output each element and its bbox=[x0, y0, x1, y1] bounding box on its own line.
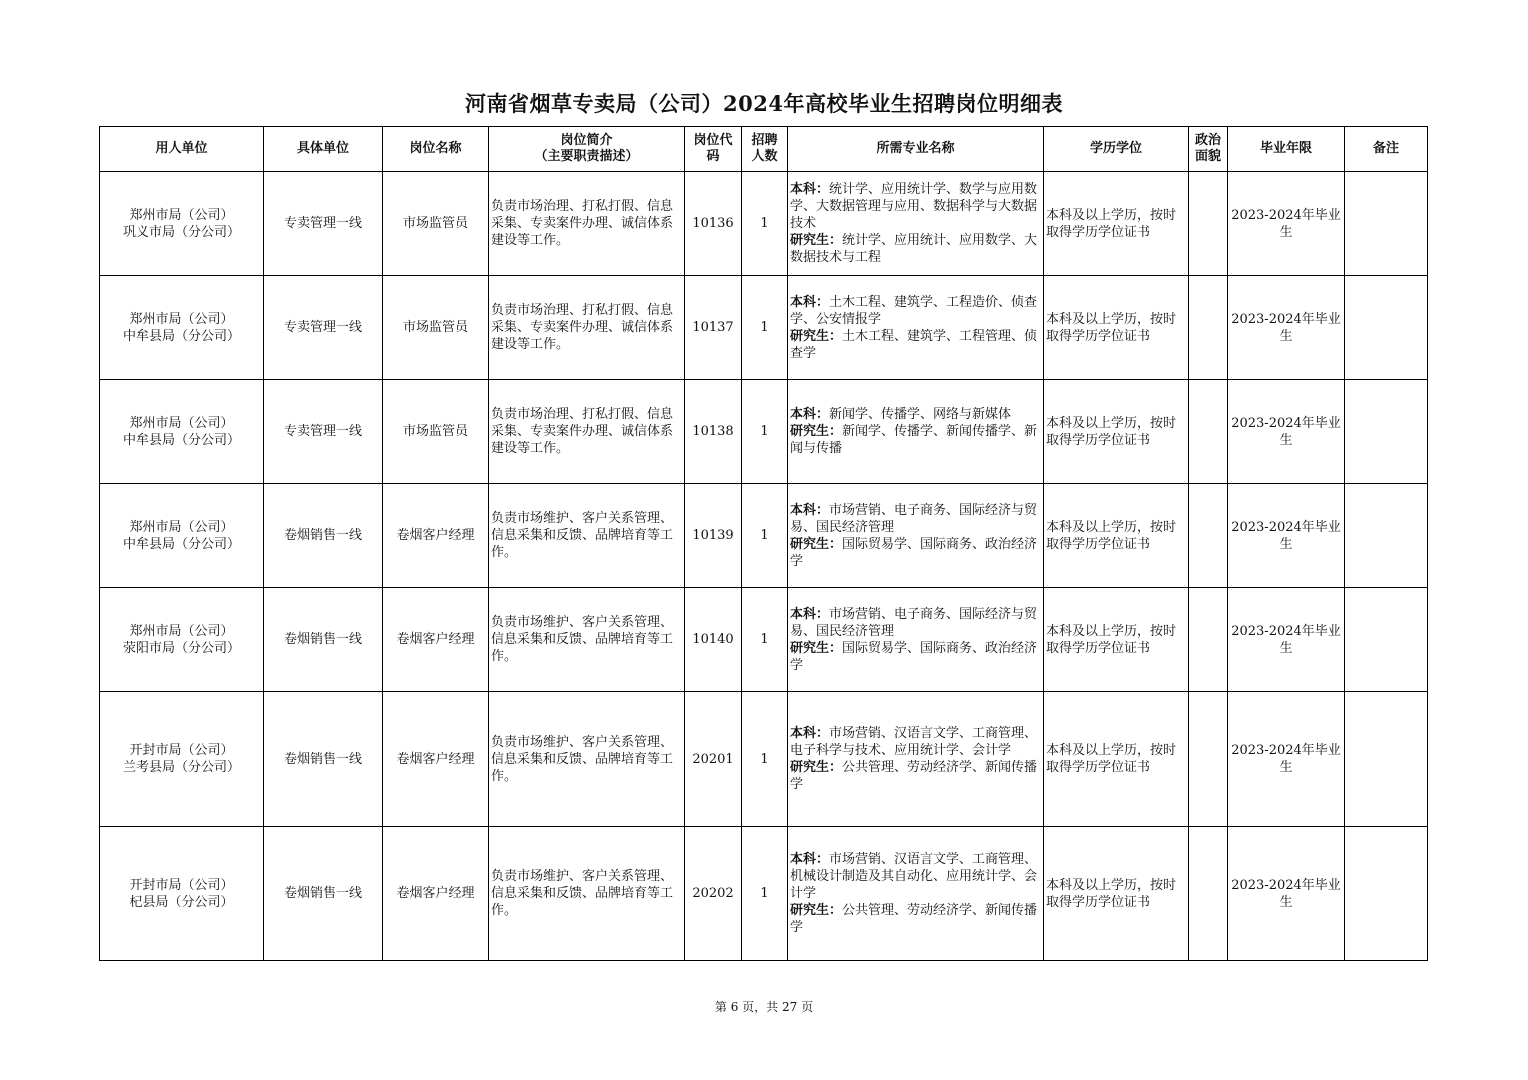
cell-remarks bbox=[1345, 276, 1428, 380]
undergrad-label: 本科： bbox=[790, 852, 830, 867]
undergrad-majors: 市场营销、汉语言文学、工商管理、电子科学与技术、应用统计学、会计学 bbox=[790, 726, 1038, 758]
postgrad-label: 研究生： bbox=[790, 640, 843, 656]
table-row bbox=[100, 380, 1428, 484]
employer-line1: 郑州市局（公司） bbox=[129, 519, 234, 535]
header-code-line2: 码 bbox=[706, 149, 720, 164]
cell-count: 1 bbox=[742, 380, 788, 484]
table-row bbox=[100, 276, 1428, 380]
cell-description: 负责市场治理、打私打假、信息采集、专卖案件办理、诚信体系建设等工作。 bbox=[489, 276, 685, 380]
cell-remarks bbox=[1345, 172, 1428, 276]
cell-employer bbox=[100, 172, 264, 276]
table-header-row bbox=[100, 127, 1428, 172]
header-political bbox=[1189, 127, 1228, 172]
cell-position: 卷烟客户经理 bbox=[383, 827, 489, 961]
header-count-line1: 招聘 bbox=[751, 133, 778, 148]
page-footer: 第 6 页，共 27 页 bbox=[714, 1000, 814, 1014]
header-code-line1: 岗位代 bbox=[693, 133, 733, 148]
undergrad-majors: 市场营销、电子商务、国际经济与贸易、国民经济管理 bbox=[790, 606, 1038, 639]
employer-line2: 荥阳市局（分公司） bbox=[122, 640, 240, 656]
cell-description: 负责市场治理、打私打假、信息采集、专卖案件办理、诚信体系建设等工作。 bbox=[489, 380, 685, 484]
header-political-line2: 面貌 bbox=[1194, 149, 1221, 164]
cell-unit: 卷烟销售一线 bbox=[264, 484, 383, 588]
postgrad-majors: 土木工程、建筑学、工程管理、侦查学 bbox=[790, 328, 1038, 361]
undergrad-label: 本科： bbox=[790, 294, 830, 310]
header-education: 学历学位 bbox=[1044, 127, 1189, 172]
cell-count: 1 bbox=[742, 172, 788, 276]
cell-description: 负责市场维护、客户关系管理、信息采集和反馈、品牌培育等工作。 bbox=[489, 588, 685, 692]
employer-line2: 中牟县局（分公司） bbox=[122, 432, 240, 448]
postgrad-majors: 公共管理、劳动经济学、新闻传播学 bbox=[790, 903, 1038, 935]
cell-description: 负责市场维护、客户关系管理、信息采集和反馈、品牌培育等工作。 bbox=[489, 692, 685, 827]
postgrad-label: 研究生： bbox=[790, 233, 843, 248]
employer-line2: 巩义市局（分公司） bbox=[122, 224, 240, 240]
cell-position: 卷烟客户经理 bbox=[383, 484, 489, 588]
header-description bbox=[489, 127, 685, 172]
cell-majors bbox=[788, 588, 1044, 692]
cell-code: 20201 bbox=[685, 692, 742, 827]
header-employer: 用人单位 bbox=[100, 127, 264, 172]
postgrad-majors: 国际贸易学、国际商务、政治经济学 bbox=[790, 536, 1038, 569]
undergrad-majors: 市场营销、电子商务、国际经济与贸易、国民经济管理 bbox=[790, 502, 1038, 535]
cell-graduation: 2023-2024年毕业生 bbox=[1228, 588, 1345, 692]
cell-count: 1 bbox=[742, 276, 788, 380]
employer-line1: 郑州市局（公司） bbox=[129, 207, 234, 223]
cell-education: 本科及以上学历，按时取得学历学位证书 bbox=[1044, 692, 1189, 827]
cell-political bbox=[1189, 827, 1228, 961]
header-count-line2: 人数 bbox=[751, 149, 778, 164]
cell-remarks bbox=[1345, 380, 1428, 484]
undergrad-majors: 市场营销、汉语言文学、工商管理、机械设计制造及其自动化、应用统计学、会计学 bbox=[790, 852, 1038, 901]
cell-position: 市场监管员 bbox=[383, 380, 489, 484]
cell-education: 本科及以上学历，按时取得学历学位证书 bbox=[1044, 380, 1189, 484]
postgrad-majors: 新闻学、传播学、新闻传播学、新闻与传播 bbox=[790, 424, 1038, 456]
cell-count: 1 bbox=[742, 692, 788, 827]
cell-count: 1 bbox=[742, 484, 788, 588]
cell-code: 10137 bbox=[685, 276, 742, 380]
cell-position: 卷烟客户经理 bbox=[383, 588, 489, 692]
employer-line1: 郑州市局（公司） bbox=[129, 415, 234, 431]
cell-code: 20202 bbox=[685, 827, 742, 961]
cell-employer bbox=[100, 827, 264, 961]
postgrad-label: 研究生： bbox=[790, 328, 843, 344]
positions-table bbox=[99, 126, 1428, 961]
cell-political bbox=[1189, 588, 1228, 692]
header-majors: 所需专业名称 bbox=[788, 127, 1044, 172]
cell-code: 10140 bbox=[685, 588, 742, 692]
cell-graduation: 2023-2024年毕业生 bbox=[1228, 484, 1345, 588]
cell-education: 本科及以上学历，按时取得学历学位证书 bbox=[1044, 484, 1189, 588]
undergrad-label: 本科： bbox=[790, 407, 830, 422]
cell-description: 负责市场维护、客户关系管理、信息采集和反馈、品牌培育等工作。 bbox=[489, 827, 685, 961]
cell-education: 本科及以上学历，按时取得学历学位证书 bbox=[1044, 588, 1189, 692]
undergrad-label: 本科： bbox=[790, 606, 830, 622]
cell-graduation: 2023-2024年毕业生 bbox=[1228, 692, 1345, 827]
cell-unit: 专卖管理一线 bbox=[264, 276, 383, 380]
cell-employer bbox=[100, 484, 264, 588]
cell-employer bbox=[100, 588, 264, 692]
undergrad-label: 本科： bbox=[790, 502, 830, 518]
cell-position: 市场监管员 bbox=[383, 172, 489, 276]
header-count bbox=[742, 127, 788, 172]
cell-education: 本科及以上学历，按时取得学历学位证书 bbox=[1044, 172, 1189, 276]
header-code bbox=[685, 127, 742, 172]
table-row bbox=[100, 692, 1428, 827]
table-row bbox=[100, 827, 1428, 961]
postgrad-label: 研究生： bbox=[790, 424, 843, 439]
cell-description: 负责市场维护、客户关系管理、信息采集和反馈、品牌培育等工作。 bbox=[489, 484, 685, 588]
cell-unit: 专卖管理一线 bbox=[264, 172, 383, 276]
cell-count: 1 bbox=[742, 588, 788, 692]
cell-code: 10136 bbox=[685, 172, 742, 276]
header-unit: 具体单位 bbox=[264, 127, 383, 172]
cell-political bbox=[1189, 172, 1228, 276]
cell-majors bbox=[788, 484, 1044, 588]
cell-unit: 卷烟销售一线 bbox=[264, 827, 383, 961]
cell-education: 本科及以上学历，按时取得学历学位证书 bbox=[1044, 827, 1189, 961]
employer-line1: 郑州市局（公司） bbox=[129, 311, 234, 327]
cell-description: 负责市场治理、打私打假、信息采集、专卖案件办理、诚信体系建设等工作。 bbox=[489, 172, 685, 276]
cell-graduation: 2023-2024年毕业生 bbox=[1228, 276, 1345, 380]
header-description-line1: 岗位简介 bbox=[560, 133, 613, 148]
postgrad-majors: 国际贸易学、国际商务、政治经济学 bbox=[790, 640, 1038, 673]
cell-majors bbox=[788, 692, 1044, 827]
cell-majors bbox=[788, 172, 1044, 276]
cell-employer bbox=[100, 692, 264, 827]
page-title: 河南省烟草专卖局（公司）2024年高校毕业生招聘岗位明细表 bbox=[465, 91, 1063, 116]
undergrad-label: 本科： bbox=[790, 182, 830, 197]
undergrad-majors: 统计学、应用统计学、数学与应用数学、大数据管理与应用、数据科学与大数据技术 bbox=[790, 182, 1038, 231]
cell-graduation: 2023-2024年毕业生 bbox=[1228, 827, 1345, 961]
employer-line1: 郑州市局（公司） bbox=[129, 623, 234, 639]
cell-political bbox=[1189, 276, 1228, 380]
undergrad-majors: 土木工程、建筑学、工程造价、侦查学、公安情报学 bbox=[790, 294, 1038, 327]
cell-majors bbox=[788, 380, 1044, 484]
cell-graduation: 2023-2024年毕业生 bbox=[1228, 380, 1345, 484]
cell-code: 10138 bbox=[685, 380, 742, 484]
cell-position: 卷烟客户经理 bbox=[383, 692, 489, 827]
cell-remarks bbox=[1345, 484, 1428, 588]
employer-line2: 兰考县局（分公司） bbox=[122, 760, 240, 775]
postgrad-label: 研究生： bbox=[790, 536, 843, 552]
employer-line2: 中牟县局（分公司） bbox=[122, 328, 240, 344]
cell-unit: 卷烟销售一线 bbox=[264, 692, 383, 827]
header-position: 岗位名称 bbox=[383, 127, 489, 172]
postgrad-label: 研究生： bbox=[790, 903, 843, 918]
employer-line2: 杞县局（分公司） bbox=[129, 894, 234, 910]
cell-majors bbox=[788, 827, 1044, 961]
cell-remarks bbox=[1345, 827, 1428, 961]
cell-majors bbox=[788, 276, 1044, 380]
header-political-line1: 政治 bbox=[1194, 133, 1221, 148]
employer-line1: 开封市局（公司） bbox=[129, 743, 234, 758]
postgrad-label: 研究生： bbox=[790, 760, 843, 775]
undergrad-label: 本科： bbox=[790, 726, 830, 741]
cell-position: 市场监管员 bbox=[383, 276, 489, 380]
cell-count: 1 bbox=[742, 827, 788, 961]
cell-unit: 专卖管理一线 bbox=[264, 380, 383, 484]
cell-remarks bbox=[1345, 692, 1428, 827]
postgrad-majors: 统计学、应用统计、应用数学、大数据技术与工程 bbox=[790, 233, 1038, 265]
cell-political bbox=[1189, 484, 1228, 588]
cell-graduation: 2023-2024年毕业生 bbox=[1228, 172, 1345, 276]
cell-unit: 卷烟销售一线 bbox=[264, 588, 383, 692]
table-row bbox=[100, 588, 1428, 692]
cell-political bbox=[1189, 692, 1228, 827]
employer-line1: 开封市局（公司） bbox=[129, 877, 234, 893]
header-description-line2: （主要职责描述） bbox=[534, 149, 639, 164]
header-remarks: 备注 bbox=[1345, 127, 1428, 172]
table-row bbox=[100, 484, 1428, 588]
employer-line2: 中牟县局（分公司） bbox=[122, 536, 240, 552]
postgrad-majors: 公共管理、劳动经济学、新闻传播学 bbox=[790, 760, 1038, 792]
cell-education: 本科及以上学历，按时取得学历学位证书 bbox=[1044, 276, 1189, 380]
cell-remarks bbox=[1345, 588, 1428, 692]
cell-code: 10139 bbox=[685, 484, 742, 588]
cell-employer bbox=[100, 276, 264, 380]
undergrad-majors: 新闻学、传播学、网络与新媒体 bbox=[829, 407, 1012, 422]
cell-political bbox=[1189, 380, 1228, 484]
table-row bbox=[100, 172, 1428, 276]
cell-employer bbox=[100, 380, 264, 484]
header-graduation: 毕业年限 bbox=[1228, 127, 1345, 172]
